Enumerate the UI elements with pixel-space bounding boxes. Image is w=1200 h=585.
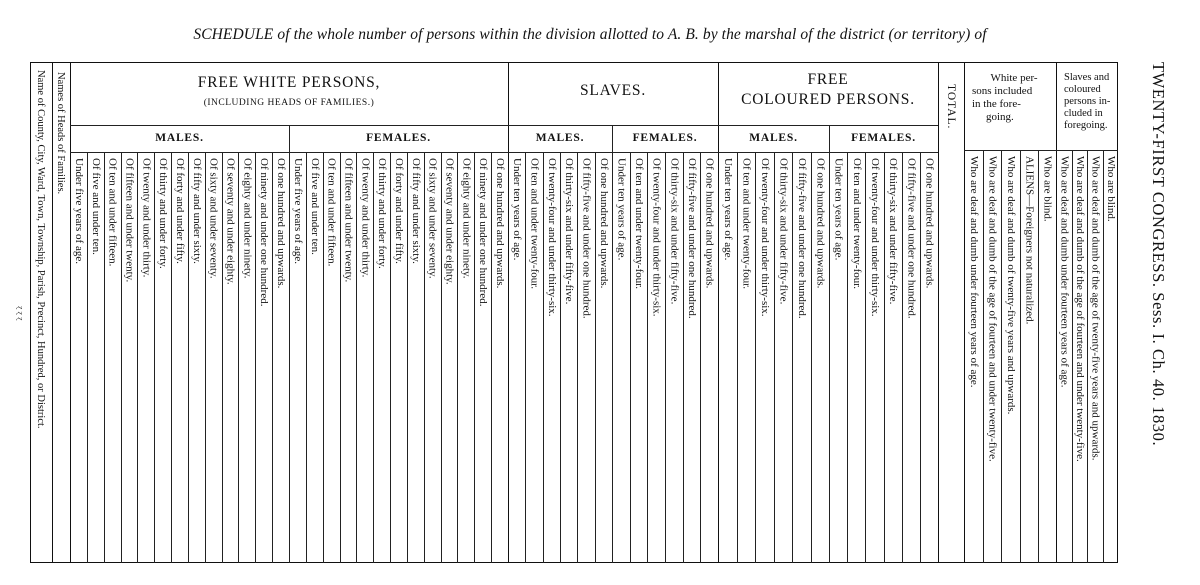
white-male-rule [154,152,155,563]
free-coloured-heading-line2: COLOURED PERSONS. [741,91,915,108]
white-female-rule [407,152,408,563]
slaves-included-heading-line: coloured [1064,84,1101,95]
slave-female-rule [700,152,701,563]
white-male-column-label: Of fifteen and under twenty. [123,158,136,283]
free-coloured-heading [718,70,938,110]
white-male-rule [104,152,105,563]
slaves-heading: SLAVES. [579,82,647,99]
white-male-rule [255,152,256,563]
slave-female-column-label: Of ten and under twenty-four. [633,158,645,290]
slaves-included-heading-line: Slaves and [1064,72,1110,83]
white-female-rule [306,152,307,563]
slave-females-label: FEMALES. [632,132,698,144]
slave-female-column-label: Of twenty-four and under thirty-six. [650,158,663,317]
slaves-included-column-label: Who are deaf and dumb under fourteen years of age. [1058,156,1071,388]
white-female-rule [373,152,374,563]
divider-white-included-aliens [1020,150,1021,563]
coloured-male-rule [755,152,756,563]
rule-included-headings [964,150,1118,151]
slave-male-rule [560,152,561,563]
white-female-column-label: Under five years of age. [291,158,304,264]
divider-slave-males-females [612,125,613,563]
white-included-rule [1038,150,1039,563]
white-female-column-label: Of sixty and under seventy. [426,158,439,279]
white-female-column-label: Of fifty and under sixty. [409,158,422,264]
slave-male-rule [595,152,596,563]
white-included-column-label: Who are deaf and dumb under fourteen years of age. [967,156,980,388]
divider-place-heads [52,62,53,563]
white-male-column-label: Of fifty and under sixty. [190,158,203,264]
coloured-female-column-label: Of one hundred and upwards. [923,158,936,289]
white-male-rule [137,152,138,563]
white-included-heading [972,72,1056,124]
coloured-female-column-label: Of ten and under twenty-four. [850,158,863,290]
slave-males-label: MALES. [535,132,585,144]
rule-sex-headings [70,152,938,153]
white-male-rule [272,152,273,563]
slave-female-column-label: Of one hundred and upwards. [703,158,716,289]
slave-female-rule [647,152,648,563]
free-coloured-heading-line1: FREE [807,71,849,88]
coloured-female-rule [884,152,885,563]
white-male-column-label: Of five and under ten. [89,158,102,255]
coloured-female-rule [920,152,921,563]
slave-female-rule [683,152,684,563]
free-white-subheading: (INCLUDING HEADS OF FAMILIES.) [203,98,375,108]
slaves-included-heading-line: persons in- [1064,96,1111,107]
white-female-column-label: Of fifteen and under twenty. [342,158,355,283]
white-male-rule [121,152,122,563]
coloured-male-column-label: Of ten and under twenty-four. [740,158,753,290]
coloured-male-column-label: Of thirty-six and under fifty-five. [777,158,790,305]
white-male-column-label: Of forty and under fifty. [174,158,186,264]
divider-coloured-total [938,62,939,563]
white-female-column-label: Of five and under ten. [308,158,321,255]
slave-male-column-label: Of ten and under twenty-four. [528,158,541,290]
place-column-label: Name of County, City, Ward, Town, Township, Parish, Precinct, Hundred, or District. [35,70,46,429]
heads-column-label: Names of Heads of Families. [55,72,66,195]
slave-female-column-label: Of thirty-six and under fifty-five. [668,158,681,305]
white-included-heading-line: White per- [990,72,1038,84]
white-females-label: FEMALES. [366,132,431,144]
coloured-female-rule [847,152,848,563]
white-male-column-label: Of seventy and under eighty. [224,158,237,285]
white-male-column-label: Of ten and under fifteen. [106,158,119,267]
slave-male-column-label: Of one hundred and upwards. [597,158,610,289]
coloured-male-column-label: Of one hundred and upwards. [814,158,827,289]
slave-female-column-label: Under ten years of age. [615,158,628,261]
white-included-rule [983,150,984,563]
white-male-rule [238,152,239,563]
coloured-male-column-label: Of twenty-four and under thirty-six. [758,158,771,317]
white-female-column-label: Of eighty and under ninety. [460,158,473,279]
coloured-females-label: FEMALES. [851,132,916,144]
white-female-rule [323,152,324,563]
coloured-male-rule [774,152,775,563]
free-white-heading-text: FREE WHITE PERSONS, [197,74,381,91]
white-included-rule [1001,150,1002,563]
slave-male-rule [543,152,544,563]
white-female-column-label: Of ninety and under one hundred. [477,158,490,307]
schedule-title: SCHEDULE of the whole number of persons within the division allotted to A. B. by the marshal of the district (or territory) of [193,26,987,43]
white-male-column-label: Of twenty and under thirty. [140,158,153,278]
divider-coloured-males-females [829,125,830,563]
coloured-male-rule [792,152,793,563]
rule-group-headings [70,125,938,126]
stray-mark: ɀ ɀ ɀ [16,306,25,321]
white-included-heading-line: in the fore- [972,98,1021,110]
white-female-column-label: Of forty and under fifty. [393,158,405,264]
white-female-rule [340,152,341,563]
slaves-included-heading [1064,72,1118,132]
coloured-female-column-label: Of thirty-six and under fifty-five. [887,158,900,305]
white-male-column-label: Of thirty and under forty. [157,158,170,269]
white-male-rule [188,152,189,563]
white-female-rule [390,152,391,563]
slave-male-column-label: Of thirty-six and under fifty-five. [563,158,576,305]
white-included-column-label: Who are blind. [1041,156,1054,222]
slave-female-column-label: Of fifty-five and under one hundred. [686,158,698,319]
white-male-column-label: Of sixty and under seventy. [207,158,220,279]
white-female-column-label: Of seventy and under eighty. [443,158,456,285]
white-included-column-label: Who are deaf and dumb of the age of fourteen and under twenty-five. [986,156,999,462]
white-male-rule [87,152,88,563]
slave-male-column-label: Of twenty-four and under thirty-six. [545,158,558,317]
coloured-male-column-label: Under ten years of age. [721,158,734,261]
white-female-rule [356,152,357,563]
white-female-rule [474,152,475,563]
white-male-column-label: Of one hundred and upwards. [275,158,288,289]
total-heading: TOTAL. [945,84,957,130]
coloured-male-rule [811,152,812,563]
side-running-title: TWENTY-FIRST CONGRESS. Sess. I. Ch. 40. 1830. [1149,62,1168,447]
white-male-rule [171,152,172,563]
white-males-label: MALES. [155,132,204,144]
white-male-column-label: Under five years of age. [72,158,85,264]
slaves-included-column-label: Who are deaf and dumb of the age of fourteen and under twenty-five. [1073,156,1086,462]
slave-male-rule [525,152,526,563]
white-female-column-label: Of twenty and under thirty. [359,158,372,278]
white-included-heading-line: sons included [972,85,1033,97]
white-female-column-label: Of ten and under fifteen. [325,158,338,267]
slaves-included-heading-line: cluded in [1064,108,1103,119]
white-female-rule [441,152,442,563]
slave-female-rule [665,152,666,563]
divider-white-males-females [289,125,290,563]
white-included-column-label: Who are deaf and dumb of twenty-five years and upwards. [1005,156,1018,415]
white-female-column-label: Of thirty and under forty. [376,158,389,269]
white-female-rule [491,152,492,563]
free-white-heading [70,74,508,108]
coloured-female-column-label: Of twenty-four and under thirty-six. [868,158,881,317]
coloured-female-rule [865,152,866,563]
slave-female-rule [630,152,631,563]
slave-male-column-label: Under ten years of age. [511,158,524,261]
coloured-female-column-label: Of fifty-five and under one hundred. [905,158,918,319]
coloured-male-rule [737,152,738,563]
white-male-rule [222,152,223,563]
white-female-column-label: Of one hundred and upwards. [494,158,507,289]
slaves-included-column-label: Who are deaf and dumb of the age of twenty-five years and upwards. [1089,156,1102,461]
slaves-included-column-label: Who are blind. [1104,156,1117,222]
white-male-column-label: Of eighty and under ninety. [241,158,254,279]
white-included-column-label: ALIENS—Foreigners not naturalized. [1023,156,1036,325]
slaves-included-heading-line: foregoing. [1064,120,1108,131]
coloured-males-label: MALES. [749,132,798,144]
white-male-rule [205,152,206,563]
white-included-heading-line: going. [986,111,1014,123]
coloured-female-rule [902,152,903,563]
slave-male-column-label: Of fifty-five and under one hundred. [580,158,593,319]
coloured-male-column-label: Of fifty-five and under one hundred. [795,158,808,319]
divider-total-white-included [964,62,965,563]
slave-male-rule [577,152,578,563]
white-female-rule [457,152,458,563]
coloured-female-column-label: Under ten years of age. [832,158,845,261]
white-female-rule [424,152,425,563]
white-male-column-label: Of ninety and under one hundred. [258,158,271,307]
